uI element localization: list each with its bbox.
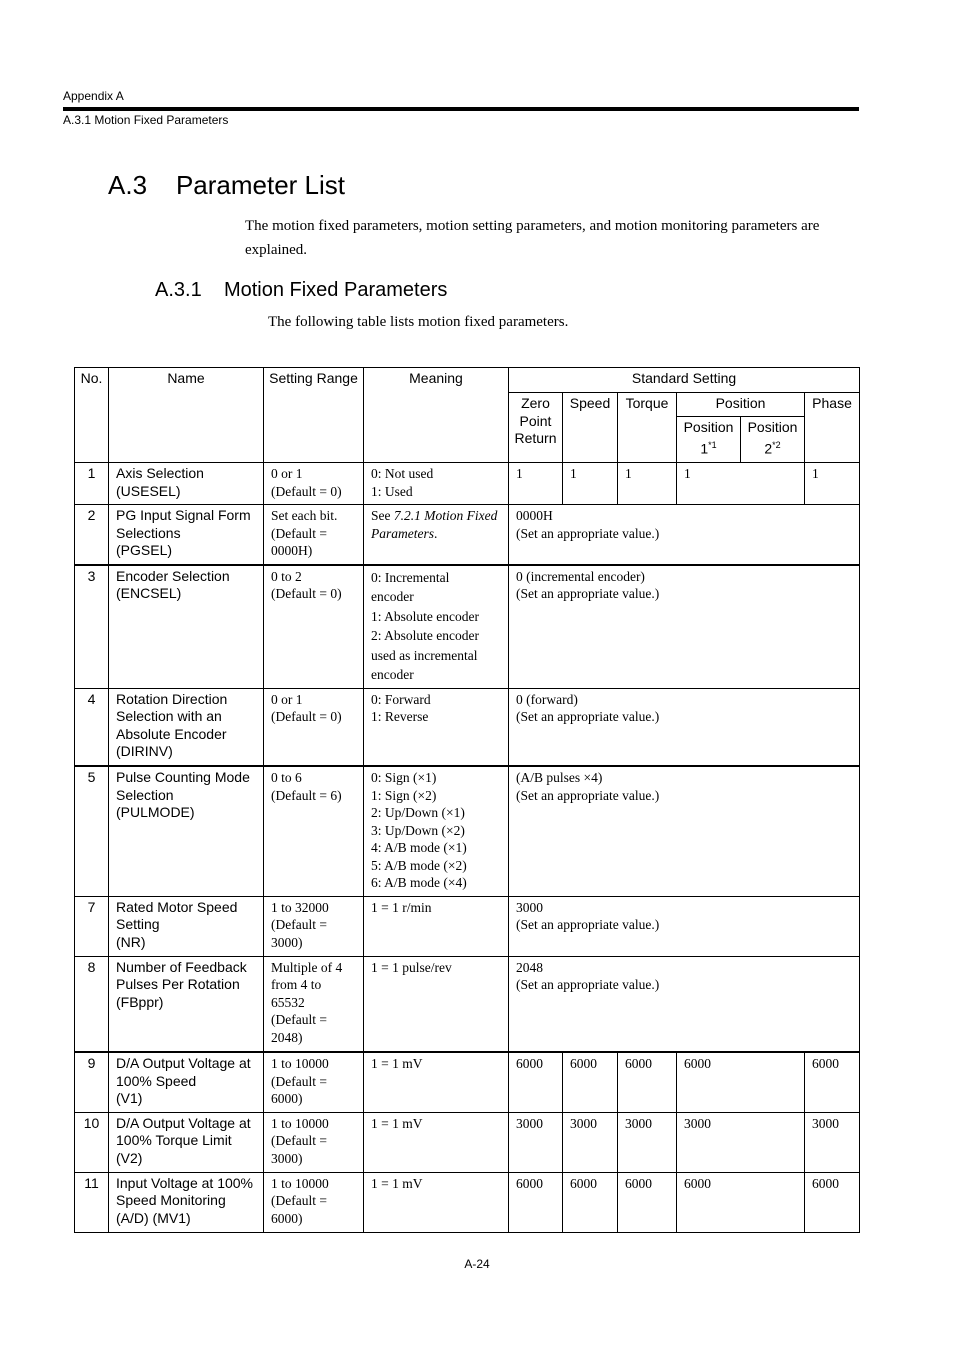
subsection-text: Motion Fixed Parameters: [223, 279, 448, 301]
table-row: 10 D/A Output Voltage at 100% Torque Limit (V2) 1 to 10000 (Default = 3000) 1 = 1 mV 3000 3000 3000 3000 3000: [75, 1112, 860, 1172]
header-position-2: Position 2$^{*2}$: [741, 417, 805, 463]
table-row: 2 PG Input Signal Form Selections (PGSEL) Set each bit. (Default = 0000H) See 7.2.1 Motion Fixed Parameters. 0000H (Set an appropriate value.): [75, 505, 860, 565]
header-position: Position: [677, 393, 805, 417]
table-row: 5 Pulse Counting Mode Selection (PULMODE) 0 to 6 (Default = 6) 0: Sign (×1) 1: Sign (×2) 2: Up/Down (×1) 3: Up/Down (×2) 4: A/B mode (×1) 5: A/B mode (×2) 6: A/B mode (×4) (A/B pulses ×4) (Set an appropriate value.): [75, 766, 860, 896]
table-row: 3 Encoder Selection (ENCSEL) 0 to 2 (Default = 0) 0: Incremental encoder 1: Absolute encoder 2: Absolute encoder used as incremental encoder 0 (incremental encoder) (Set an appropriate value.): [75, 565, 860, 689]
header-section: A.3.1 Motion Fixed Parameters: [63, 113, 229, 127]
header-no: No.: [75, 368, 109, 463]
header-phase: Phase: [805, 393, 860, 463]
header-name: Name: [109, 368, 264, 463]
page-number: A-24: [464, 1257, 490, 1271]
table-row: 1 Axis Selection (USESEL) 0 or 1 (Default = 0) 0: Not used 1: Used 1 1 1 1 1: [75, 463, 860, 505]
header-zero: Zero Point Return: [509, 393, 563, 463]
header-range: Setting Range: [264, 368, 364, 463]
subsection-title: [155, 279, 447, 302]
page-title: [108, 170, 345, 201]
subsection-number: A.3.1: [155, 279, 202, 301]
header-rule: [63, 107, 859, 111]
header-position-1: Position 1$^{*1}$: [677, 417, 741, 463]
title-text: Parameter List: [175, 170, 346, 200]
table-row: 4 Rotation Direction Selection with an Absolute Encoder (DIRINV) 0 or 1 (Default = 0) 0: Forward 1: Reverse 0 (forward) (Set an appropriate value.): [75, 688, 860, 766]
header-appendix: Appendix A: [63, 89, 124, 103]
table-row: 9 D/A Output Voltage at 100% Speed (V1) 1 to 10000 (Default = 6000) 1 = 1 mV 6000 6000 6000 6000 6000: [75, 1052, 860, 1112]
meaning-reference: See 7.2.1 Motion Fixed Parameters.: [364, 505, 509, 565]
parameter-table: [74, 367, 860, 1233]
header-standard: Standard Setting: [509, 368, 860, 393]
table-row: 8 Number of Feedback Pulses Per Rotation (FBppr) Multiple of 4 from 4 to 65532 (Default = 2048) 1 = 1 pulse/rev 2048 (Set an appropriate value.): [75, 956, 860, 1052]
table-lead: The following table lists motion fixed parameters.: [268, 314, 569, 330]
header-torque: Torque: [618, 393, 677, 463]
table-row: 7 Rated Motor Speed Setting (NR) 1 to 32000 (Default = 3000) 1 = 1 r/min 3000 (Set an appropriate value.): [75, 896, 860, 956]
title-number: A.3: [108, 170, 148, 200]
header-speed: Speed: [563, 393, 618, 463]
table-row: 11 Input Voltage at 100% Speed Monitoring (A/D) (MV1) 1 to 10000 (Default = 6000) 1 = 1 mV 6000 6000 6000 6000 6000: [75, 1172, 860, 1232]
header-meaning: Meaning: [364, 368, 509, 463]
intro-paragraph: The motion fixed parameters, motion setting parameters, and motion monitoring parameters are explained.: [245, 218, 820, 258]
